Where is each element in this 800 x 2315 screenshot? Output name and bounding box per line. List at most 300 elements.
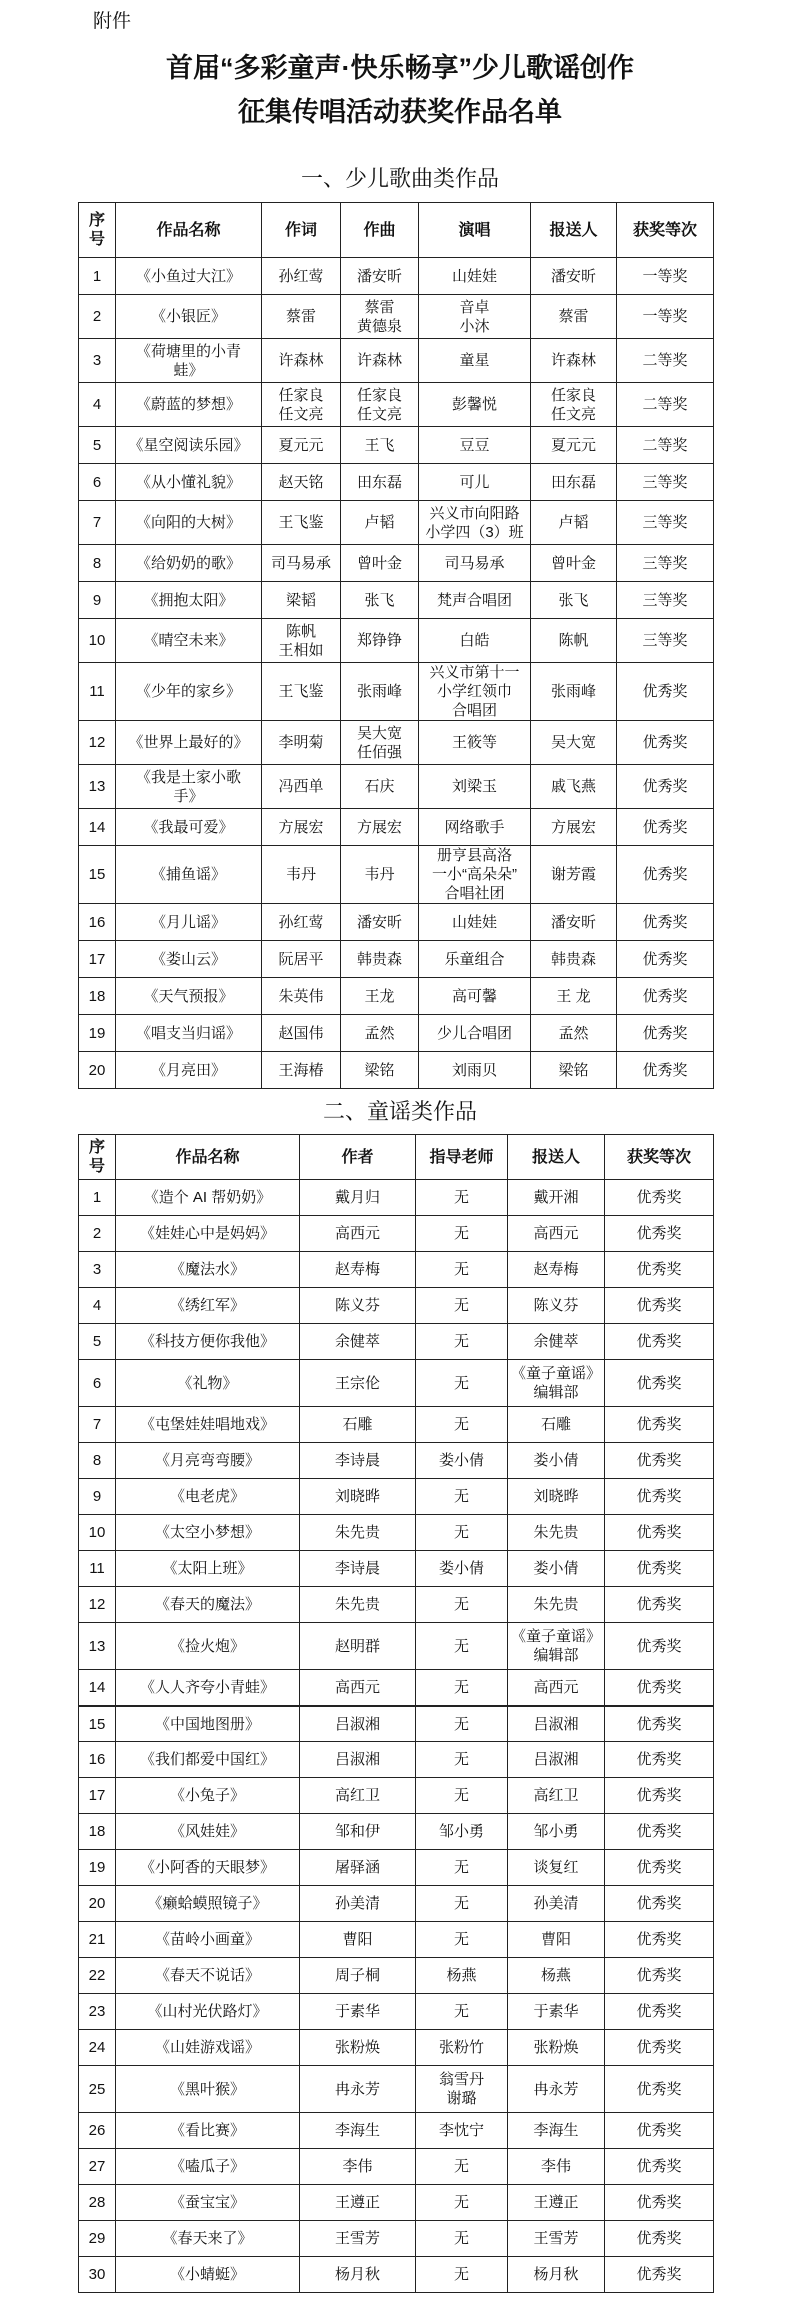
- cell-title: 《从小懂礼貌》: [116, 464, 262, 501]
- cell-no: 3: [79, 339, 116, 383]
- cell-no: 12: [79, 1587, 116, 1623]
- cell-no: 10: [79, 619, 116, 663]
- cell-no: 3: [79, 1252, 116, 1288]
- cell-submitter: 孙美清: [508, 1886, 605, 1922]
- table-row: [79, 339, 714, 383]
- table-row: [79, 1515, 714, 1551]
- cell-award: 优秀奖: [605, 1850, 714, 1886]
- cell-singer: 兴义市第十一 小学红领巾 合唱团: [419, 663, 531, 721]
- cell-title: 《电老虎》: [116, 1479, 300, 1515]
- cell-title: 《造个 AI 帮奶奶》: [116, 1180, 300, 1216]
- cell-submitter: 曾叶金: [531, 545, 617, 582]
- cell-award: 优秀奖: [605, 1180, 714, 1216]
- cell-title: 《荷塘里的小青 蛙》: [116, 339, 262, 383]
- cell-no: 12: [79, 721, 116, 765]
- cell-singer: 网络歌手: [419, 809, 531, 846]
- cell-singer: 册亨县高洛 一小“高朵朵” 合唱社团: [419, 846, 531, 904]
- cell-submitter: 陈帆: [531, 619, 617, 663]
- cell-author: 李伟: [300, 2149, 416, 2185]
- cell-title: 《癞蛤蟆照镜子》: [116, 1886, 300, 1922]
- table-row: [79, 2066, 714, 2113]
- cell-no: 26: [79, 2113, 116, 2149]
- cell-no: 25: [79, 2066, 116, 2113]
- cell-author: 杨月秋: [300, 2257, 416, 2293]
- cell-title: 《小兔子》: [116, 1778, 300, 1814]
- cell-author: 高西元: [300, 1670, 416, 1706]
- header-composer: 作曲: [341, 203, 419, 258]
- cell-advisor: 无: [416, 1670, 508, 1706]
- cell-no: 2: [79, 1216, 116, 1252]
- cell-award: 优秀奖: [605, 1587, 714, 1623]
- attachment-label: 附件: [93, 11, 132, 32]
- cell-submitter: 高西元: [508, 1670, 605, 1706]
- cell-no: 16: [79, 1742, 116, 1778]
- cell-title: 《山娃游戏谣》: [116, 2030, 300, 2066]
- cell-title: 《月儿谣》: [116, 904, 262, 941]
- cell-advisor: 张粉竹: [416, 2030, 508, 2066]
- table-row: [79, 1479, 714, 1515]
- cell-author: 屠驿涵: [300, 1850, 416, 1886]
- table-row: [79, 582, 714, 619]
- cell-singer: 少儿合唱团: [419, 1015, 531, 1052]
- cell-submitter: 王 龙: [531, 978, 617, 1015]
- table-row: [79, 619, 714, 663]
- cell-author: 赵寿梅: [300, 1252, 416, 1288]
- cell-award: 优秀奖: [605, 1551, 714, 1587]
- cell-composer: 孟然: [341, 1015, 419, 1052]
- cell-award: 优秀奖: [617, 846, 714, 904]
- cell-submitter: 孟然: [531, 1015, 617, 1052]
- table-row: [79, 1958, 714, 1994]
- table-row: [79, 1587, 714, 1623]
- cell-author: 陈义芬: [300, 1288, 416, 1324]
- table-row: [79, 1252, 714, 1288]
- table-row: [79, 2149, 714, 2185]
- table-row: [79, 1623, 714, 1670]
- table-row: [79, 846, 714, 904]
- table-row: [79, 2113, 714, 2149]
- cell-title: 《世界上最好的》: [116, 721, 262, 765]
- cell-author: 李诗晨: [300, 1443, 416, 1479]
- cell-submitter: 吕淑湘: [508, 1706, 605, 1742]
- cell-submitter: 梁铭: [531, 1052, 617, 1089]
- cell-advisor: 邹小勇: [416, 1814, 508, 1850]
- cell-lyricist: 朱英伟: [262, 978, 341, 1015]
- cell-title: 《晴空未来》: [116, 619, 262, 663]
- cell-title: 《天气预报》: [116, 978, 262, 1015]
- table-row: [79, 904, 714, 941]
- cell-title: 《给奶奶的歌》: [116, 545, 262, 582]
- cell-advisor: 翁雪丹 谢璐: [416, 2066, 508, 2113]
- cell-author: 戴月归: [300, 1180, 416, 1216]
- cell-submitter: 陈义芬: [508, 1288, 605, 1324]
- cell-title: 《人人齐夸小青蛙》: [116, 1670, 300, 1706]
- cell-singer: 乐童组合: [419, 941, 531, 978]
- cell-author: 王雪芳: [300, 2221, 416, 2257]
- cell-title: 《娄山云》: [116, 941, 262, 978]
- cell-advisor: 无: [416, 1324, 508, 1360]
- table-row: [79, 1288, 714, 1324]
- cell-composer: 韦丹: [341, 846, 419, 904]
- cell-singer: 山娃娃: [419, 904, 531, 941]
- cell-advisor: 无: [416, 1742, 508, 1778]
- cell-award: 优秀奖: [617, 809, 714, 846]
- title-line-1: 首届“多彩童声·快乐畅享”少儿歌谣创作: [166, 53, 634, 83]
- cell-submitter: 任家良 任文亮: [531, 383, 617, 427]
- cell-singer: 司马易承: [419, 545, 531, 582]
- cell-submitter: 蔡雷: [531, 295, 617, 339]
- cell-award: 优秀奖: [617, 1052, 714, 1089]
- cell-award: 优秀奖: [605, 1252, 714, 1288]
- cell-no: 4: [79, 383, 116, 427]
- cell-composer: 王龙: [341, 978, 419, 1015]
- cell-submitter: 韩贵森: [531, 941, 617, 978]
- cell-advisor: 无: [416, 1886, 508, 1922]
- cell-advisor: 无: [416, 1216, 508, 1252]
- table-row: [79, 1670, 714, 1706]
- cell-no: 13: [79, 1623, 116, 1670]
- cell-advisor: 无: [416, 1479, 508, 1515]
- cell-singer: 梵声合唱团: [419, 582, 531, 619]
- cell-title: 《风娃娃》: [116, 1814, 300, 1850]
- section-heading-rhymes: 二、童谣类作品: [322, 1099, 477, 1124]
- table-row: [79, 978, 714, 1015]
- cell-author: 朱先贵: [300, 1515, 416, 1551]
- header-lyricist: 作词: [262, 203, 341, 258]
- cell-singer: 音卓 小沐: [419, 295, 531, 339]
- cell-author: 吕淑湘: [300, 1706, 416, 1742]
- cell-title: 《黑叶猴》: [116, 2066, 300, 2113]
- cell-title: 《看比赛》: [116, 2113, 300, 2149]
- table-row: [79, 1850, 714, 1886]
- cell-author: 石雕: [300, 1407, 416, 1443]
- cell-title: 《小阿香的天眼梦》: [116, 1850, 300, 1886]
- table-header-row: [79, 1135, 714, 1180]
- cell-award: 优秀奖: [605, 1479, 714, 1515]
- cell-submitter: 邹小勇: [508, 1814, 605, 1850]
- cell-submitter: 杨月秋: [508, 2257, 605, 2293]
- table-row: [79, 1886, 714, 1922]
- cell-submitter: 曹阳: [508, 1922, 605, 1958]
- table-body: [79, 1180, 714, 2293]
- cell-award: 优秀奖: [617, 904, 714, 941]
- cell-award: 优秀奖: [605, 1324, 714, 1360]
- table-row: [79, 295, 714, 339]
- cell-no: 5: [79, 1324, 116, 1360]
- cell-advisor: 无: [416, 2149, 508, 2185]
- cell-award: 优秀奖: [605, 2149, 714, 2185]
- cell-singer: 兴义市向阳路 小学四（3）班: [419, 501, 531, 545]
- cell-singer: 刘梁玉: [419, 765, 531, 809]
- cell-award: 优秀奖: [605, 1742, 714, 1778]
- cell-no: 18: [79, 1814, 116, 1850]
- cell-title: 《中国地图册》: [116, 1706, 300, 1742]
- cell-composer: 张雨峰: [341, 663, 419, 721]
- cell-no: 14: [79, 809, 116, 846]
- cell-author: 高红卫: [300, 1778, 416, 1814]
- cell-title: 《我最可爱》: [116, 809, 262, 846]
- cell-advisor: 无: [416, 1515, 508, 1551]
- cell-submitter: 张飞: [531, 582, 617, 619]
- cell-title: 《月亮田》: [116, 1052, 262, 1089]
- cell-no: 7: [79, 501, 116, 545]
- cell-award: 优秀奖: [605, 1994, 714, 2030]
- cell-no: 11: [79, 663, 116, 721]
- cell-award: 一等奖: [617, 295, 714, 339]
- cell-lyricist: 韦丹: [262, 846, 341, 904]
- cell-composer: 许森林: [341, 339, 419, 383]
- cell-submitter: 冉永芳: [508, 2066, 605, 2113]
- cell-no: 23: [79, 1994, 116, 2030]
- cell-title: 《山村光伏路灯》: [116, 1994, 300, 2030]
- cell-submitter: 娄小倩: [508, 1551, 605, 1587]
- cell-composer: 吴大宽 任佰强: [341, 721, 419, 765]
- cell-title: 《礼物》: [116, 1360, 300, 1407]
- cell-award: 优秀奖: [617, 721, 714, 765]
- cell-no: 1: [79, 258, 116, 295]
- cell-submitter: 卢韬: [531, 501, 617, 545]
- cell-no: 5: [79, 427, 116, 464]
- cell-title: 《我们都爱中国红》: [116, 1742, 300, 1778]
- table-row: [79, 765, 714, 809]
- cell-composer: 石庆: [341, 765, 419, 809]
- cell-author: 曹阳: [300, 1922, 416, 1958]
- cell-title: 《蚕宝宝》: [116, 2185, 300, 2221]
- cell-title: 《科技方便你我他》: [116, 1324, 300, 1360]
- cell-title: 《向阳的大树》: [116, 501, 262, 545]
- header-award: 获奖等次: [617, 203, 714, 258]
- cell-submitter: 方展宏: [531, 809, 617, 846]
- cell-author: 李海生: [300, 2113, 416, 2149]
- cell-singer: 可儿: [419, 464, 531, 501]
- cell-no: 14: [79, 1670, 116, 1706]
- cell-advisor: 无: [416, 1288, 508, 1324]
- cell-no: 6: [79, 464, 116, 501]
- cell-author: 孙美清: [300, 1886, 416, 1922]
- cell-submitter: 《童子童谣》 编辑部: [508, 1623, 605, 1670]
- table-row: [79, 941, 714, 978]
- cell-award: 优秀奖: [605, 1922, 714, 1958]
- cell-award: 优秀奖: [605, 2030, 714, 2066]
- cell-award: 优秀奖: [605, 1670, 714, 1706]
- cell-author: 王遵正: [300, 2185, 416, 2221]
- cell-submitter: 张雨峰: [531, 663, 617, 721]
- cell-advisor: 无: [416, 1922, 508, 1958]
- cell-title: 《小鱼过大江》: [116, 258, 262, 295]
- cell-title: 《星空阅读乐园》: [116, 427, 262, 464]
- cell-author: 朱先贵: [300, 1587, 416, 1623]
- cell-no: 1: [79, 1180, 116, 1216]
- table-row: [79, 663, 714, 721]
- document-title: [0, 46, 800, 134]
- cell-composer: 郑铮铮: [341, 619, 419, 663]
- cell-submitter: 朱先贵: [508, 1515, 605, 1551]
- cell-lyricist: 夏元元: [262, 427, 341, 464]
- header-title: 作品名称: [116, 1135, 300, 1180]
- cell-title: 《春天来了》: [116, 2221, 300, 2257]
- table-row: [79, 1922, 714, 1958]
- table-row: [79, 1216, 714, 1252]
- cell-no: 27: [79, 2149, 116, 2185]
- cell-lyricist: 任家良 任文亮: [262, 383, 341, 427]
- table-row: [79, 809, 714, 846]
- cell-advisor: 无: [416, 1850, 508, 1886]
- cell-title: 《唱支当归谣》: [116, 1015, 262, 1052]
- cell-composer: 王飞: [341, 427, 419, 464]
- cell-award: 优秀奖: [605, 2257, 714, 2293]
- cell-no: 15: [79, 846, 116, 904]
- cell-composer: 梁铭: [341, 1052, 419, 1089]
- cell-advisor: 无: [416, 1180, 508, 1216]
- cell-advisor: 李忱宁: [416, 2113, 508, 2149]
- table-row: [79, 1407, 714, 1443]
- cell-lyricist: 梁韬: [262, 582, 341, 619]
- cell-award: 优秀奖: [605, 2066, 714, 2113]
- cell-submitter: 王雪芳: [508, 2221, 605, 2257]
- cell-author: 赵明群: [300, 1623, 416, 1670]
- cell-lyricist: 王飞鉴: [262, 663, 341, 721]
- cell-advisor: 无: [416, 1778, 508, 1814]
- cell-title: 《屯堡娃娃唱地戏》: [116, 1407, 300, 1443]
- cell-award: 三等奖: [617, 619, 714, 663]
- table-row: [79, 2030, 714, 2066]
- cell-no: 30: [79, 2257, 116, 2293]
- cell-lyricist: 赵天铭: [262, 464, 341, 501]
- cell-award: 优秀奖: [605, 1407, 714, 1443]
- table-row: [79, 1706, 714, 1742]
- header-no: 序号: [79, 203, 116, 258]
- cell-advisor: 娄小倩: [416, 1551, 508, 1587]
- cell-advisor: 无: [416, 1623, 508, 1670]
- cell-composer: 卢韬: [341, 501, 419, 545]
- cell-composer: 任家良 任文亮: [341, 383, 419, 427]
- cell-submitter: 谈复红: [508, 1850, 605, 1886]
- cell-composer: 潘安昕: [341, 258, 419, 295]
- cell-composer: 韩贵森: [341, 941, 419, 978]
- cell-award: 优秀奖: [605, 1814, 714, 1850]
- cell-submitter: 王遵正: [508, 2185, 605, 2221]
- header-singer: 演唱: [419, 203, 531, 258]
- cell-composer: 曾叶金: [341, 545, 419, 582]
- cell-no: 28: [79, 2185, 116, 2221]
- cell-author: 于素华: [300, 1994, 416, 2030]
- cell-lyricist: 许森林: [262, 339, 341, 383]
- cell-title: 《苗岭小画童》: [116, 1922, 300, 1958]
- cell-composer: 张飞: [341, 582, 419, 619]
- cell-award: 三等奖: [617, 545, 714, 582]
- cell-no: 18: [79, 978, 116, 1015]
- cell-no: 20: [79, 1886, 116, 1922]
- table-row: [79, 721, 714, 765]
- cell-no: 2: [79, 295, 116, 339]
- table-header-row: [79, 203, 714, 258]
- table-row: [79, 258, 714, 295]
- cell-author: 邹和伊: [300, 1814, 416, 1850]
- cell-submitter: 张粉焕: [508, 2030, 605, 2066]
- cell-award: 二等奖: [617, 383, 714, 427]
- cell-no: 4: [79, 1288, 116, 1324]
- cell-title: 《捕鱼谣》: [116, 846, 262, 904]
- cell-singer: 彭馨悦: [419, 383, 531, 427]
- cell-award: 优秀奖: [605, 2221, 714, 2257]
- cell-award: 优秀奖: [605, 2185, 714, 2221]
- cell-singer: 高可馨: [419, 978, 531, 1015]
- cell-singer: 白皓: [419, 619, 531, 663]
- cell-lyricist: 王海椿: [262, 1052, 341, 1089]
- cell-lyricist: 孙红莺: [262, 904, 341, 941]
- cell-advisor: 无: [416, 2221, 508, 2257]
- cell-title: 《月亮弯弯腰》: [116, 1443, 300, 1479]
- cell-author: 周子桐: [300, 1958, 416, 1994]
- table-row: [79, 1814, 714, 1850]
- cell-award: 三等奖: [617, 582, 714, 619]
- header-award: 获奖等次: [605, 1135, 714, 1180]
- cell-title: 《太空小梦想》: [116, 1515, 300, 1551]
- table-row: [79, 1015, 714, 1052]
- table-row: [79, 1994, 714, 2030]
- cell-title: 《我是土家小歌 手》: [116, 765, 262, 809]
- header-title: 作品名称: [116, 203, 262, 258]
- cell-title: 《捡火炮》: [116, 1623, 300, 1670]
- cell-award: 优秀奖: [605, 1443, 714, 1479]
- cell-title: 《绣红军》: [116, 1288, 300, 1324]
- cell-submitter: 李海生: [508, 2113, 605, 2149]
- header-submitter: 报送人: [508, 1135, 605, 1180]
- cell-submitter: 夏元元: [531, 427, 617, 464]
- table-row: [79, 501, 714, 545]
- cell-title: 《蔚蓝的梦想》: [116, 383, 262, 427]
- table-row: [79, 1180, 714, 1216]
- cell-award: 二等奖: [617, 339, 714, 383]
- table-body: [79, 258, 714, 1089]
- table-row: [79, 464, 714, 501]
- cell-advisor: 无: [416, 1994, 508, 2030]
- songs-award-table: [78, 202, 714, 1089]
- section-heading-songs: 一、少儿歌曲类作品: [300, 166, 499, 191]
- cell-award: 优秀奖: [605, 1958, 714, 1994]
- table-row: [79, 1360, 714, 1407]
- table-row: [79, 2221, 714, 2257]
- cell-submitter: 吴大宽: [531, 721, 617, 765]
- cell-award: 优秀奖: [605, 1706, 714, 1742]
- cell-award: 优秀奖: [605, 1515, 714, 1551]
- cell-advisor: 无: [416, 1360, 508, 1407]
- cell-award: 优秀奖: [605, 1778, 714, 1814]
- cell-no: 16: [79, 904, 116, 941]
- cell-no: 13: [79, 765, 116, 809]
- cell-submitter: 于素华: [508, 1994, 605, 2030]
- cell-lyricist: 赵国伟: [262, 1015, 341, 1052]
- cell-composer: 蔡雷 黄德泉: [341, 295, 419, 339]
- cell-no: 11: [79, 1551, 116, 1587]
- table-row: [79, 1742, 714, 1778]
- header-submitter: 报送人: [531, 203, 617, 258]
- cell-singer: 山娃娃: [419, 258, 531, 295]
- cell-composer: 方展宏: [341, 809, 419, 846]
- cell-author: 高西元: [300, 1216, 416, 1252]
- cell-submitter: 谢芳霞: [531, 846, 617, 904]
- cell-award: 优秀奖: [605, 1886, 714, 1922]
- cell-author: 吕淑湘: [300, 1742, 416, 1778]
- cell-submitter: 潘安昕: [531, 904, 617, 941]
- cell-submitter: 潘安昕: [531, 258, 617, 295]
- cell-title: 《春天不说话》: [116, 1958, 300, 1994]
- cell-award: 二等奖: [617, 427, 714, 464]
- cell-submitter: 田东磊: [531, 464, 617, 501]
- cell-lyricist: 方展宏: [262, 809, 341, 846]
- cell-submitter: 刘晓晔: [508, 1479, 605, 1515]
- table-row: [79, 427, 714, 464]
